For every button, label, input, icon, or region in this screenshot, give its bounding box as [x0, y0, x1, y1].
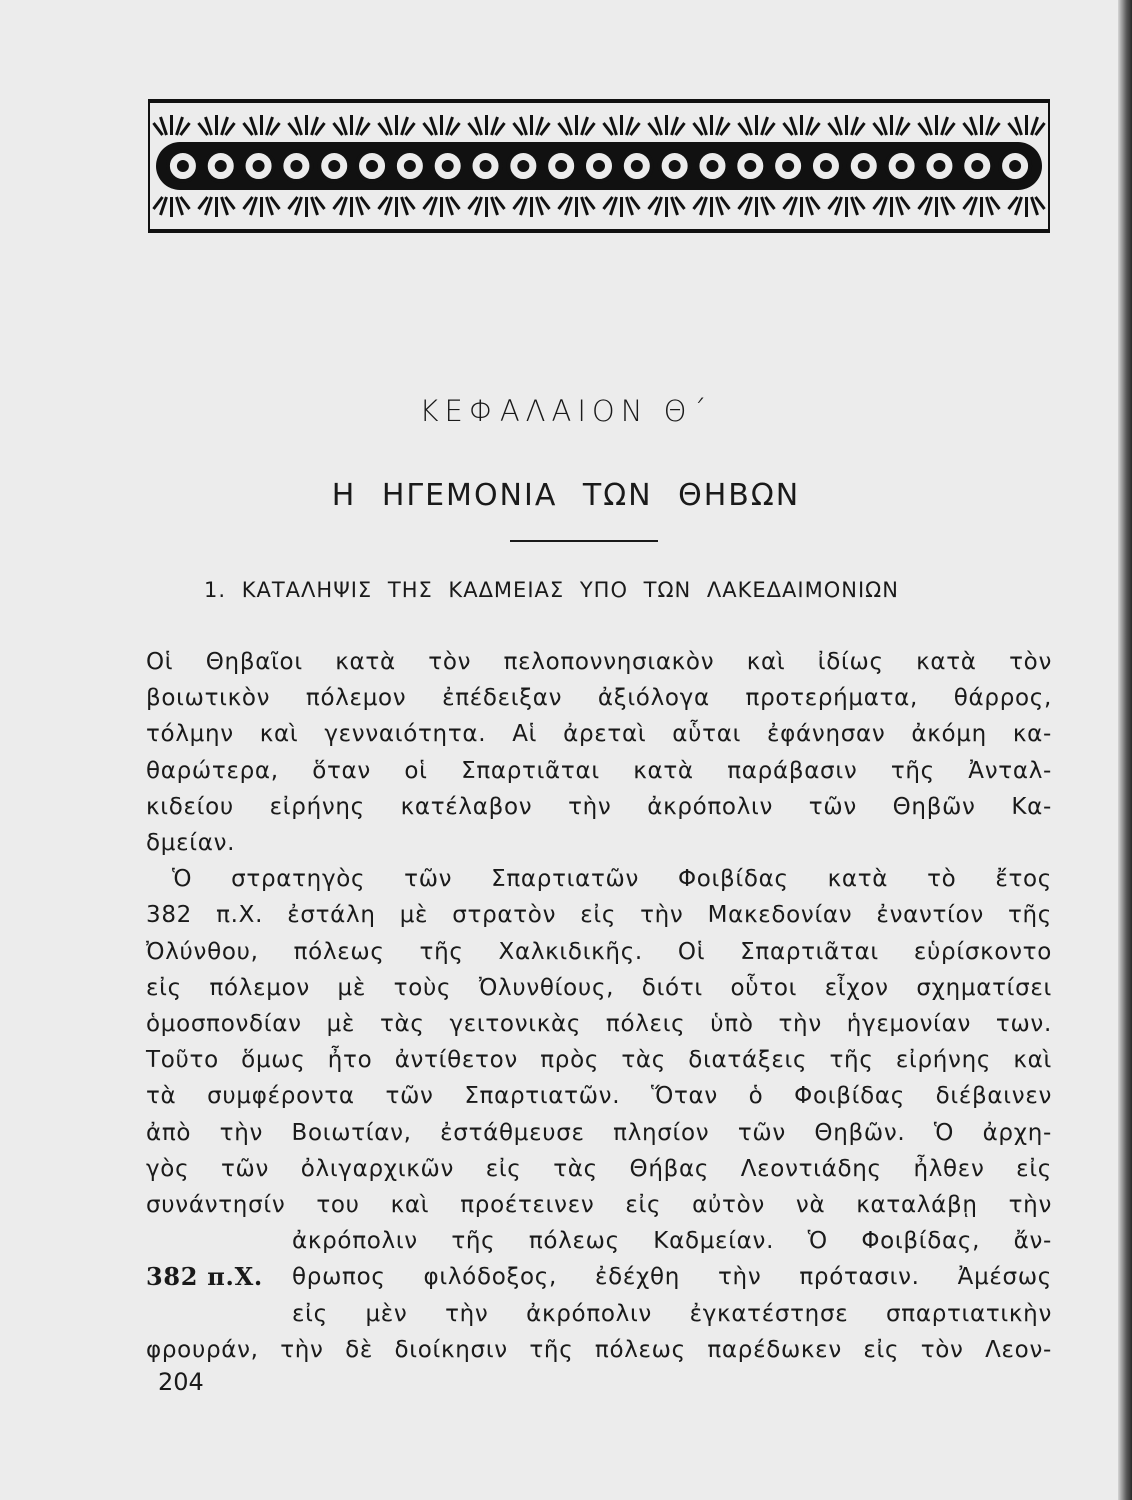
braid-eye: [215, 160, 227, 172]
text-line: Οἱ Θηβαῖοι κατὰ τὸν πελοποννησιακὸν καὶ ἰδίως κατὰ τὸν: [146, 649, 1052, 675]
text-line: θρωπος φιλόδοξος, ἐδέχθη τὴν πρότασιν. Ἀμέσως: [292, 1264, 1052, 1291]
text-line: φρουράν, τὴν δὲ διοίκησιν τῆς πόλεως παρέδωκεν εἰς τὸν Λεον-: [146, 1336, 1052, 1363]
text-line: γὸς τῶν ὀλιγαρχικῶν εἰς τὰς Θήβας Λεοντιάδης ἦλθεν εἰς: [146, 1155, 1052, 1182]
braid-eye: [480, 160, 492, 172]
braid-eye: [555, 160, 567, 172]
braid-eye: [442, 160, 454, 172]
body-text: [146, 644, 1052, 1368]
braid-eye: [820, 160, 832, 172]
palmette-icon: [649, 115, 685, 135]
palmette-icon: [424, 115, 460, 135]
palmette-icon: [199, 115, 235, 135]
palmette-icon: [559, 115, 595, 135]
text-line: δμείαν.: [146, 830, 236, 857]
palmette-icon: [379, 115, 415, 135]
chapter-title: Η ΗΓΕΜΟΝΙΑ ΤΩΝ ΘΗΒΩΝ: [331, 478, 801, 513]
palmette-icon: [559, 197, 595, 217]
palmette-icon: [964, 115, 1000, 135]
text-line: Τοῦτο ὅμως ἦτο ἀντίθετον πρὸς τὰς διατάξεις τῆς εἰρήνης καὶ: [146, 1047, 1052, 1074]
marginal-date: 382 π.Χ.: [146, 1262, 263, 1292]
braid-eye: [328, 160, 340, 172]
braid-eye: [744, 160, 756, 172]
text-line: 382 π.Χ. ἐστάλη μὲ στρατὸν εἰς τὴν Μακεδονίαν ἐναντίον τῆς: [146, 902, 1052, 929]
palmette-icon: [694, 197, 730, 217]
palmette-icon: [784, 197, 820, 217]
palmette-icon: [289, 115, 325, 135]
text-line: ὁμοσπονδίαν μὲ τὰς γειτονικὰς πόλεις ὑπὸ τὴν ἡγεμονίαν των.: [146, 1011, 1052, 1038]
braid-eye: [933, 160, 945, 172]
braid-eye: [782, 160, 794, 172]
palmette-icon: [604, 197, 640, 217]
page-edge: [1118, 0, 1132, 1500]
braid-eye: [404, 160, 416, 172]
palmette-icon: [289, 197, 325, 217]
palmette-icon: [244, 115, 280, 135]
braid-eye: [253, 160, 265, 172]
title-rule: [510, 540, 658, 542]
text-line: ἀπὸ τὴν Βοιωτίαν, ἐστάθμευσε πλησίον τῶν Θηβῶν. Ὁ ἀρχη-: [146, 1119, 1052, 1146]
palmette-icon: [199, 197, 235, 217]
braid-eye: [631, 160, 643, 172]
palmette-icon: [874, 115, 910, 135]
text-line: τόλμην καὶ γενναιότητα. Αἱ ἀρεταὶ αὗται ἐφάνησαν ἀκόμη κα-: [146, 721, 1052, 748]
text-line: εἰς μὲν τὴν ἀκρόπολιν ἐγκατέστησε σπαρτιατικὴν: [292, 1300, 1052, 1327]
palmette-icon: [244, 197, 280, 217]
palmette-icon: [829, 197, 865, 217]
palmette-icon: [379, 197, 415, 217]
palmette-icon: [334, 197, 370, 217]
marginal-row: [146, 1259, 1052, 1295]
braid-eye: [177, 160, 189, 172]
braid-eye: [290, 160, 302, 172]
text-line: θαρώτερα, ὅταν οἱ Σπαρτιᾶται κατὰ παράβασιν τῆς Ἀνταλ-: [146, 757, 1052, 784]
palmette-icon: [829, 115, 865, 135]
text-line: εἰς πόλεμον μὲ τοὺς Ὀλυνθίους, διότι οὗτοι εἶχον σχηματίσει: [146, 974, 1052, 1001]
chapter-heading: ΚΕΦΑΛΑΙΟΝ Θ΄: [419, 394, 713, 428]
text-line: συνάντησίν του καὶ προέτεινεν εἰς αὐτὸν νὰ καταλάβῃ τὴν: [146, 1192, 1052, 1219]
palmette-icon: [874, 197, 910, 217]
palmette-icon: [334, 115, 370, 135]
palmette-icon: [469, 115, 505, 135]
palmette-icon: [964, 197, 1000, 217]
braid-eye: [366, 160, 378, 172]
palmette-icon: [649, 197, 685, 217]
palmette-icon: [739, 115, 775, 135]
greek-guilloche-ornament: [148, 99, 1050, 233]
section-heading: 1. ΚΑΤΑΛΗΨΙΣ ΤΗΣ ΚΑΔΜΕΙΑΣ ΥΠΟ ΤΩΝ ΛΑΚΕΔΑΙΜΟΝΙΩΝ: [204, 578, 899, 602]
page-number: 204: [158, 1368, 204, 1396]
palmette-icon: [694, 115, 730, 135]
braid-eye: [669, 160, 681, 172]
text-line: Ὁ στρατηγὸς τῶν Σπαρτιατῶν Φοιβίδας κατὰ τὸ ἔτος: [172, 866, 1052, 893]
braid-eye: [1009, 160, 1021, 172]
palmette-icon: [919, 115, 955, 135]
palmette-icon: [514, 115, 550, 135]
text-line: τὰ συμφέροντα τῶν Σπαρτιατῶν. Ὅταν ὁ Φοιβίδας διέβαινεν: [146, 1083, 1052, 1110]
text-line: κιδείου εἰρήνης κατέλαβον τὴν ἀκρόπολιν τῶν Θηβῶν Κα-: [146, 793, 1052, 820]
palmette-icon: [1009, 115, 1045, 135]
palmette-icon: [604, 115, 640, 135]
text-line: βοιωτικὸν πόλεμον ἐπέδειξαν ἀξιόλογα προτερήματα, θάρρος,: [146, 685, 1052, 712]
braid-eye: [706, 160, 718, 172]
text-line: Ὀλύνθου, πόλεως τῆς Χαλκιδικῆς. Οἱ Σπαρτιᾶται εὑρίσκοντο: [146, 938, 1052, 965]
text-line: ἀκρόπολιν τῆς πόλεως Καδμείαν. Ὁ Φοιβίδας, ἄν-: [292, 1228, 1052, 1255]
palmette-icon: [424, 197, 460, 217]
palmette-icon: [154, 197, 190, 217]
braid-eye: [858, 160, 870, 172]
braid-eye: [896, 160, 908, 172]
braid-eye: [517, 160, 529, 172]
palmette-icon: [784, 115, 820, 135]
palmette-icon: [919, 197, 955, 217]
palmette-icon: [1009, 197, 1045, 217]
palmette-icon: [469, 197, 505, 217]
palmette-icon: [154, 115, 190, 135]
palmette-icon: [514, 197, 550, 217]
palmette-icon: [739, 197, 775, 217]
braid-eye: [971, 160, 983, 172]
braid-eye: [593, 160, 605, 172]
